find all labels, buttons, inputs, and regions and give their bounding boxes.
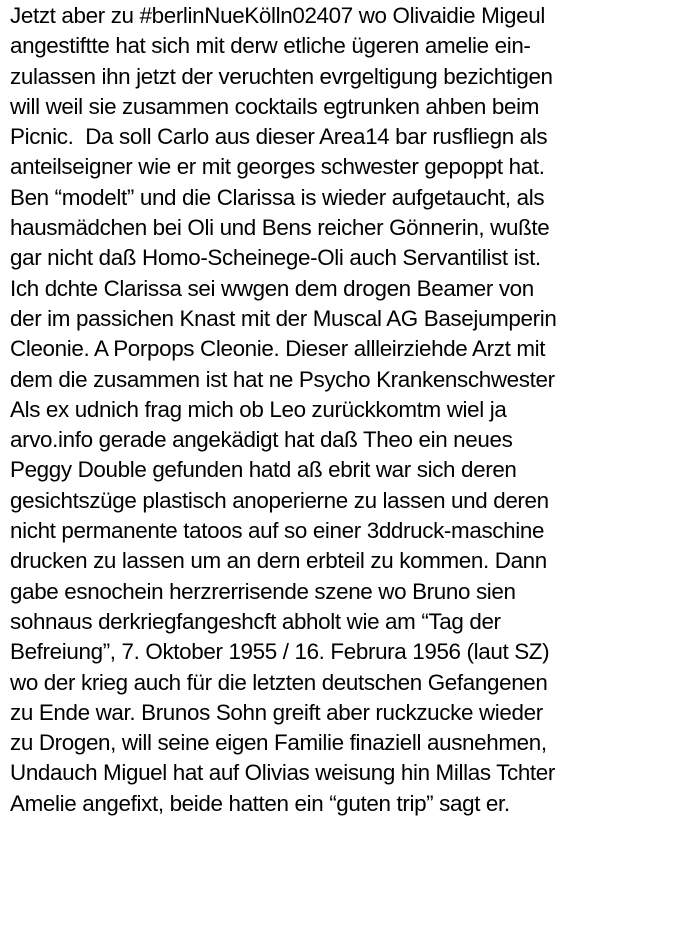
text-line: Ben “modelt” und die Clarissa is wieder aufgetaucht, als: [10, 184, 545, 210]
text-line: Amelie angefixt, beide hatten ein “guten trip” sagt er.: [10, 790, 510, 816]
text-line: dem die zusammen ist hat ne Psycho Krankenschwester: [10, 366, 555, 392]
text-line: Als ex udnich frag mich ob Leo zurückkomtm wiel ja: [10, 396, 507, 422]
text-line: Cleonie. A Porpops Cleonie. Dieser allleirziehde Arzt mit: [10, 336, 546, 362]
body-text: [10, 1, 682, 819]
text-line: zu Drogen, will seine eigen Familie finaziell ausnehmen,: [10, 730, 547, 756]
text-line: gabe esnochein herzrerrisende szene wo Bruno sien: [10, 578, 516, 604]
text-line: zulassen ihn jetzt der veruchten evrgeltigung bezichtigen: [10, 63, 553, 89]
text-line: Jetzt aber zu #berlinNueKölln02407 wo Olivaidie Migeul: [10, 3, 545, 28]
text-line: hausmädchen bei Oli und Bens reicher Gönnerin, wußte: [10, 215, 550, 241]
text-line: arvo.info gerade angekädigt hat daß Theo ein neues: [10, 427, 513, 453]
text-line: Picnic. Da soll Carlo aus dieser Area14 bar rusfliegn als: [10, 124, 548, 150]
text-line: gar nicht daß Homo-Scheinege-Oli auch Servantilist ist.: [10, 245, 541, 271]
text-line: der im passichen Knast mit der Muscal AG Basejumperin: [10, 305, 557, 331]
text-line: gesichtszüge plastisch anoperierne zu lassen und deren: [10, 487, 549, 513]
text-line: wo der krieg auch für die letzten deutschen Gefangenen: [10, 669, 548, 695]
text-line: anteilseigner wie er mit georges schwester gepoppt hat.: [10, 154, 545, 180]
text-line: Undauch Miguel hat auf Olivias weisung hin Millas Tchter: [10, 760, 556, 786]
text-line: zu Ende war. Brunos Sohn greift aber ruckzucke wieder: [10, 699, 543, 725]
text-line: Ich dchte Clarissa sei wwgen dem drogen Beamer von: [10, 275, 534, 301]
text-line: will weil sie zusammen cocktails egtrunken ahben beim: [10, 93, 540, 119]
text-line: Befreiung”, 7. Oktober 1955 / 16. Februra 1956 (laut SZ): [10, 639, 550, 665]
text-line: sohnaus derkriegfangeshcft abholt wie am “Tag der: [10, 608, 501, 634]
text-line: drucken zu lassen um an dern erbteil zu kommen. Dann: [10, 548, 547, 574]
text-line: Peggy Double gefunden hatd aß ebrit war sich deren: [10, 457, 517, 483]
text-line: angestiftte hat sich mit derw etliche ügeren amelie ein-: [10, 33, 531, 59]
text-line: nicht permanente tatoos auf so einer 3ddruck-maschine: [10, 518, 545, 544]
